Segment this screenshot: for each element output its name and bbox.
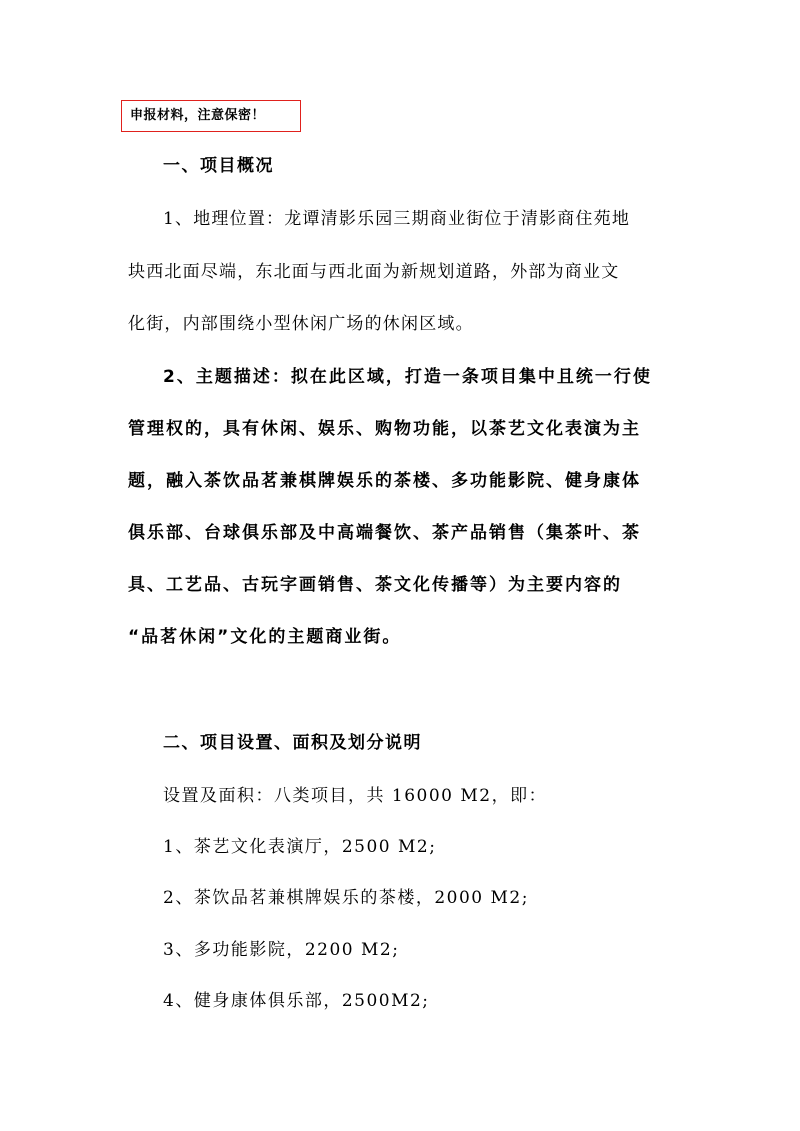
confidential-notice-text: 申报材料，注意保密！ bbox=[130, 108, 266, 123]
section1-heading: 一、项目概况 bbox=[163, 156, 274, 176]
theme-line-4: 俱乐部、台球俱乐部及中高端餐饮、茶产品销售（集茶叶、茶 bbox=[128, 523, 641, 543]
theme-line-2: 管理权的，具有休闲、娱乐、购物功能，以茶艺文化表演为主 bbox=[128, 419, 641, 439]
list-item: 1、茶艺文化表演厅，2500 M2; bbox=[163, 837, 437, 857]
theme-line-5: 具、工艺品、古玩字画销售、茶文化传播等）为主要内容的 bbox=[128, 575, 622, 595]
section2-heading: 二、项目设置、面积及划分说明 bbox=[163, 733, 422, 753]
theme-line-1: 2、主题描述：拟在此区域，打造一条项目集中且统一行使 bbox=[163, 367, 652, 387]
confidential-notice-box bbox=[121, 100, 301, 132]
list-item: 2、茶饮品茗兼棋牌娱乐的茶楼，2000 M2; bbox=[163, 888, 529, 908]
location-line-1: 1、地理位置：龙谭清影乐园三期商业街位于清影商住苑地 bbox=[163, 209, 631, 229]
theme-line-6: “品茗休闲”文化的主题商业街。 bbox=[128, 627, 402, 647]
theme-line-3: 题，融入茶饮品茗兼棋牌娱乐的茶楼、多功能影院、健身康体 bbox=[128, 471, 641, 491]
list-item: 3、多功能影院，2200 M2; bbox=[163, 940, 400, 960]
location-line-2: 块西北面尽端，东北面与西北面为新规划道路，外部为商业文 bbox=[128, 262, 620, 282]
location-line-3: 化街，内部围绕小型休闲广场的休闲区域。 bbox=[128, 314, 474, 334]
list-item: 4、健身康体俱乐部，2500M2; bbox=[163, 991, 430, 1011]
area-intro: 设置及面积：八类项目，共 16000 M2，即： bbox=[163, 786, 548, 806]
